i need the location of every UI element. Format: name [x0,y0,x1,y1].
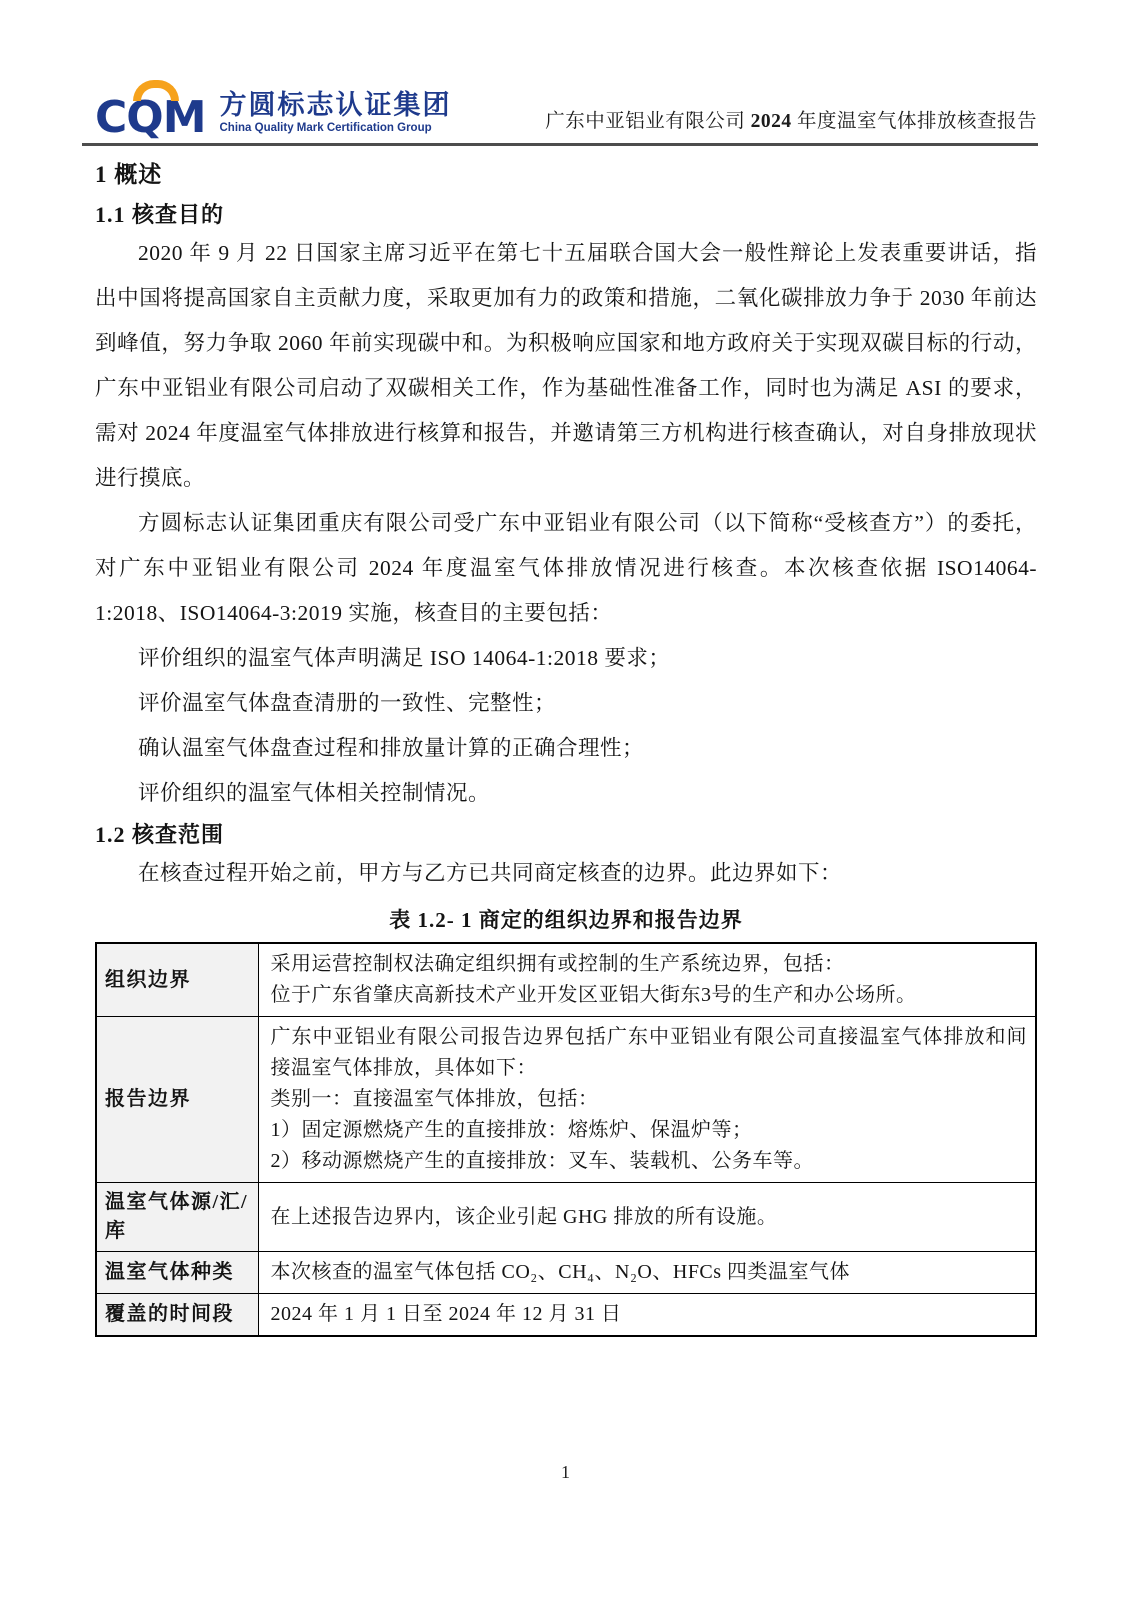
table-row-covered-period [96,1294,1036,1337]
row-value-ghg-sources-sinks [258,1183,1036,1252]
table-row-organization-boundary [96,943,1036,1017]
cell-line: 本次核查的温室气体包括 CO₂、CH₄、N₂O、HFCs 四类温室气体 [270,1261,851,1283]
cqm-logo-arc-icon [133,80,179,101]
cell-line: 在上述报告边界内，该企业引起 GHG 排放的所有设施。 [270,1205,778,1228]
row-label-ghg-sources-sinks: 温室气体源/汇/库 [96,1183,258,1252]
section-1-heading: 1 概述 [95,162,163,187]
logo-name-cn: 方圆标志认证集团 [219,90,452,121]
table-row-ghg-types [96,1252,1036,1294]
cqm-logo-acronym [95,80,206,143]
cell-line: 位于广东省肇庆高新技术产业开发区亚铝大街东3号的生产和办公场所。 [270,984,917,1006]
cell-line: 采用运营控制权法确定组织拥有或控制的生产系统边界，包括： [270,953,845,975]
section-1-2-heading: 1.2 核查范围 [95,822,225,847]
row-value-organization-boundary [258,943,1036,1017]
cqm-logo-names [219,91,451,138]
row-label-ghg-types: 温室气体种类 [96,1252,258,1294]
table-row-ghg-sources-sinks [96,1183,1036,1252]
verification-objective-item: 评价组织的温室气体声明满足 ISO 14064-1:2018 要求； [138,646,671,670]
section-1-1-paragraph-1: 2020 年 9 月 22 日国家主席习近平在第七十五届联合国大会一般性辩论上发表重要讲话，指出中国将提高国家自主贡献力度，采取更加有力的政策和措施，二氧化碳排放力争于 2030 年前达到峰值，努力争取 2060 年前实现碳中和。为积极响应国家和地方政府关于实现双碳目标的行动，广东中亚铝业有限公司启动了双碳相关工作，作为基础性准备工作，同时也为满足 ASI 的要求，需对 2024 年度温室气体排放进行核算和报告，并邀请第三方机构进行核查确认，对自身排放现状进行摸底。 [95,241,1037,490]
doc-title-suffix: 年度温室气体排放核查报告 [791,111,1037,132]
cell-line: 2024 年 1 月 1 日至 2024 年 12 月 31 日 [270,1303,622,1325]
verification-objective-item: 评价组织的温室气体相关控制情况。 [138,781,491,805]
table-row-reporting-boundary [96,1017,1036,1183]
cqm-logo [95,80,452,143]
doc-title-prefix: 广东中亚铝业有限公司 [545,111,751,132]
row-value-reporting-boundary [258,1017,1036,1183]
logo-name-en: China Quality Mark Certification Group [219,122,432,134]
page-number: 1 [561,1462,570,1482]
cell-line: 类别一：直接温室气体排放，包括： [270,1088,599,1110]
cqm-logo-letters: CQM [95,92,206,143]
row-label-reporting-boundary: 报告边界 [96,1017,258,1183]
doc-title-year: 2024 [750,111,792,132]
row-value-covered-period [258,1294,1036,1337]
row-label-organization-boundary: 组织边界 [96,943,258,1017]
page-header [0,0,1131,143]
header-doc-title [545,109,1037,138]
section-1-1-heading: 1.1 核查目的 [95,202,225,227]
boundary-table-caption: 表 1.2- 1 商定的组织边界和报告边界 [389,908,743,932]
section-1-2-paragraph-1: 在核查过程开始之前，甲方与乙方已共同商定核查的边界。此边界如下： [138,861,843,885]
row-label-covered-period: 覆盖的时间段 [96,1294,258,1337]
cell-line: 广东中亚铝业有限公司报告边界包括广东中亚铝业有限公司直接温室气体排放和间接温室气体排放，具体如下： [270,1026,1027,1079]
cell-line: 2）移动源燃烧产生的直接排放：叉车、装载机、公务车等。 [270,1150,814,1172]
verification-objective-item: 评价温室气体盘查清册的一致性、完整性； [138,691,557,715]
verification-objective-item: 确认温室气体盘查过程和排放量计算的正确合理性； [138,736,645,760]
boundary-table [95,942,1037,1337]
header-divider [82,143,1038,146]
section-1-1-paragraph-2: 方圆标志认证集团重庆有限公司受广东中亚铝业有限公司（以下简称“受核查方”）的委托，对广东中亚铝业有限公司 2024 年度温室气体排放情况进行核查。本次核查依据 ISO14064-1:2018、ISO14064-3:2019 实施，核查目的主要包括： [95,511,1037,625]
cell-line: 1）固定源燃烧产生的直接排放：熔炼炉、保温炉等； [270,1119,753,1141]
document-body [0,159,1131,1337]
row-value-ghg-types [258,1252,1036,1294]
